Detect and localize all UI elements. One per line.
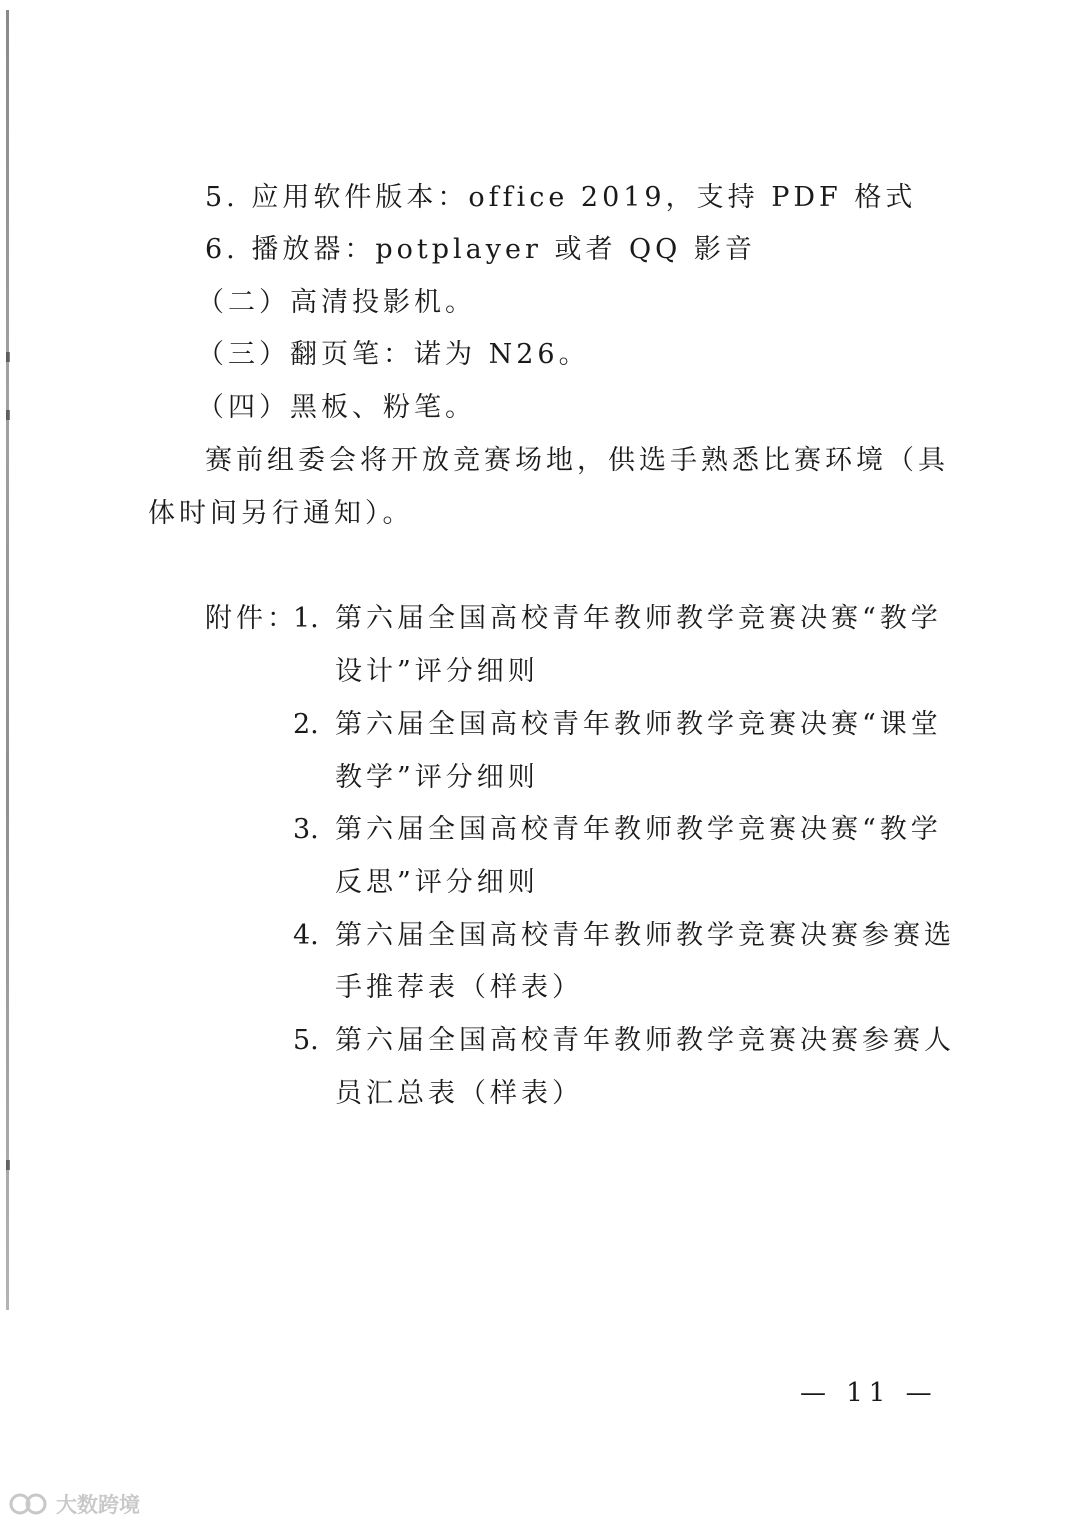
body-line: 5. 应用软件版本：office 2019，支持 PDF 格式 [205,182,917,213]
body-line: 6. 播放器：potplayer 或者 QQ 影音 [205,234,756,265]
body-line: （三）翻页笔：诺为 N26。 [197,339,590,370]
scan-mark [6,1160,10,1170]
attachment-number: 3. [293,814,319,845]
attachment-title: 第六届全国高校青年教师教学竞赛决赛参赛人 [335,1025,955,1056]
attachment-title-continued: 设计”评分细则 [335,656,539,687]
watermark-text: 大数跨境 [56,1493,140,1517]
attachment-title: 第六届全国高校青年教师教学竞赛决赛“教学 [335,814,942,845]
attachment-number: 2. [293,709,319,740]
attachment-title-continued: 反思”评分细则 [335,867,539,898]
body-line: （二）高清投影机。 [197,287,476,318]
attachment-title: 第六届全国高校青年教师教学竞赛决赛“课堂 [335,709,942,740]
scan-mark [6,352,10,362]
watermark-logo-icon [8,1490,50,1518]
attachment-title-continued: 手推荐表（样表） [335,972,583,1003]
scan-mark [6,410,10,420]
attachments-label: 附件： [205,603,298,634]
page-number: — 11 — [800,1378,938,1408]
attachment-title-continued: 员汇总表（样表） [335,1078,583,1109]
watermark [8,1488,140,1520]
attachment-title: 第六届全国高校青年教师教学竞赛决赛参赛选 [335,920,955,951]
scan-left-edge [6,10,9,1310]
attachment-number: 5. [293,1025,319,1056]
attachment-title-continued: 教学”评分细则 [335,762,539,793]
attachment-title: 第六届全国高校青年教师教学竞赛决赛“教学 [335,603,942,634]
attachment-number: 1. [293,603,319,634]
body-line: 赛前组委会将开放竞赛场地，供选手熟悉比赛环境（具 [205,445,949,476]
body-line: 体时间另行通知）。 [148,498,414,529]
body-line: （四）黑板、粉笔。 [197,392,476,423]
attachment-number: 4. [293,920,319,951]
